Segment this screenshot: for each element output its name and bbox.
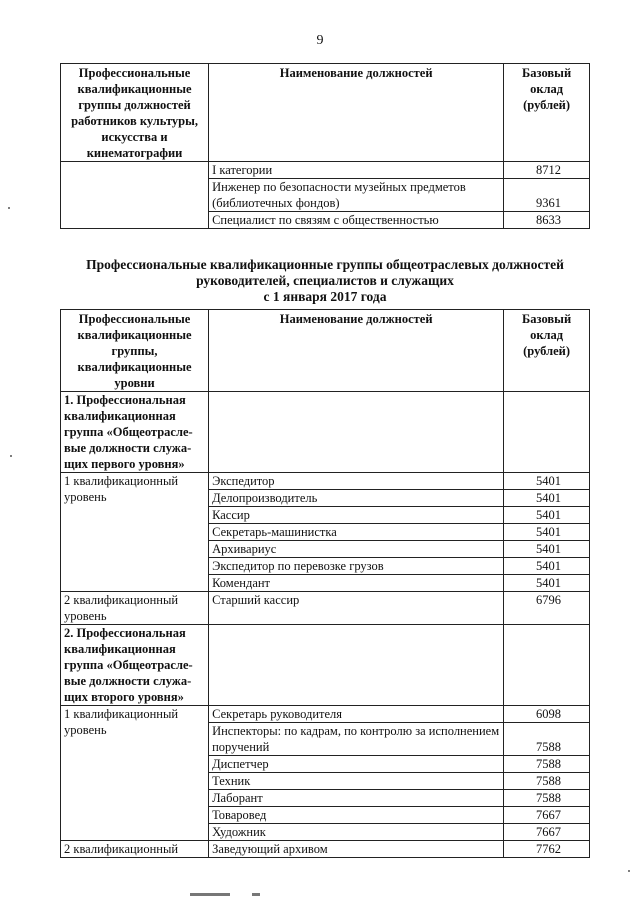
empty-cell	[209, 392, 504, 473]
header-positions: Наименование должностей	[209, 310, 504, 392]
header-groups: Профессиональные квалификационные группы должностей работников культуры, искусства и кинематографии	[61, 64, 209, 162]
empty-cell	[209, 625, 504, 706]
table-row	[61, 162, 590, 179]
position-name: Секретарь руководителя	[209, 706, 504, 723]
qualification-level: 2 квалификационный уровень	[61, 592, 209, 625]
table-header-row	[61, 64, 590, 162]
header-positions: Наименование должностей	[209, 64, 504, 162]
salary-value: 5401	[504, 541, 590, 558]
salary-value: 7588	[504, 773, 590, 790]
position-name: I категории	[209, 162, 504, 179]
salary-value: 7667	[504, 824, 590, 841]
qualification-level: 1 квалификационный уровень	[61, 473, 209, 592]
table-row	[61, 841, 590, 858]
salary-value: 8633	[504, 212, 590, 229]
scan-artifact	[190, 893, 230, 896]
position-name: Специалист по связям с общественностью	[209, 212, 504, 229]
section-title-line: руководителей, специалистов и служащих	[196, 273, 454, 288]
salary-value: 5401	[504, 507, 590, 524]
position-name: Техник	[209, 773, 504, 790]
group-cell-empty	[61, 162, 209, 229]
header-groups: Профессиональные квалификационные группы, квалификационные уровни	[61, 310, 209, 392]
salary-value: 9361	[504, 179, 590, 212]
page-number: 9	[316, 33, 324, 48]
scan-speck	[10, 455, 12, 457]
table-header-row	[61, 310, 590, 392]
salary-value: 5401	[504, 558, 590, 575]
scan-artifact	[252, 893, 260, 896]
salary-value: 5401	[504, 575, 590, 592]
section-title	[60, 257, 590, 305]
section-title-line: Профессиональные квалификационные группы общеотраслевых должностей	[86, 257, 564, 272]
position-name: Экспедитор	[209, 473, 504, 490]
header-salary: Базовый оклад (рублей)	[504, 64, 590, 162]
group-row	[61, 625, 590, 706]
salary-value: 7588	[504, 790, 590, 807]
table-row	[61, 473, 590, 490]
salary-value: 5401	[504, 524, 590, 541]
group-row	[61, 392, 590, 473]
salary-value: 6796	[504, 592, 590, 625]
position-name: Экспедитор по перевозке грузов	[209, 558, 504, 575]
salary-value: 7762	[504, 841, 590, 858]
position-name: Комендант	[209, 575, 504, 592]
salary-value: 8712	[504, 162, 590, 179]
salary-value: 7588	[504, 723, 590, 756]
salary-value: 7588	[504, 756, 590, 773]
table-row	[61, 706, 590, 723]
position-name: Инженер по безопасности музейных предметов (библиотечных фондов)	[209, 179, 504, 212]
position-name: Диспетчер	[209, 756, 504, 773]
qualification-level: 2 квалификационный	[61, 841, 209, 858]
position-name: Секретарь-машинистка	[209, 524, 504, 541]
salary-value: 5401	[504, 473, 590, 490]
position-name: Заведующий архивом	[209, 841, 504, 858]
section-title-line: с 1 января 2017 года	[263, 289, 387, 304]
scan-speck	[628, 870, 630, 872]
position-name: Кассир	[209, 507, 504, 524]
group-title: 1. Профессиональная квалификационная группа «Общеотрасле-вые должности служа-щих первого уровня»	[61, 392, 209, 473]
position-name: Делопроизводитель	[209, 490, 504, 507]
table-row	[61, 592, 590, 625]
empty-cell	[504, 625, 590, 706]
position-name: Старший кассир	[209, 592, 504, 625]
group-title: 2. Профессиональная квалификационная группа «Общеотрасле-вые должности служа-щих второго уровня»	[61, 625, 209, 706]
salary-value: 7667	[504, 807, 590, 824]
position-name: Архивариус	[209, 541, 504, 558]
empty-cell	[504, 392, 590, 473]
salary-value: 5401	[504, 490, 590, 507]
header-salary: Базовый оклад (рублей)	[504, 310, 590, 392]
position-name: Товаровед	[209, 807, 504, 824]
salary-value: 6098	[504, 706, 590, 723]
scan-speck	[8, 207, 10, 209]
general-salary-table	[60, 309, 590, 858]
culture-salary-table	[60, 63, 590, 229]
position-name: Лаборант	[209, 790, 504, 807]
position-name: Инспекторы: по кадрам, по контролю за исполнением поручений	[209, 723, 504, 756]
position-name: Художник	[209, 824, 504, 841]
qualification-level: 1 квалификационный уровень	[61, 706, 209, 841]
